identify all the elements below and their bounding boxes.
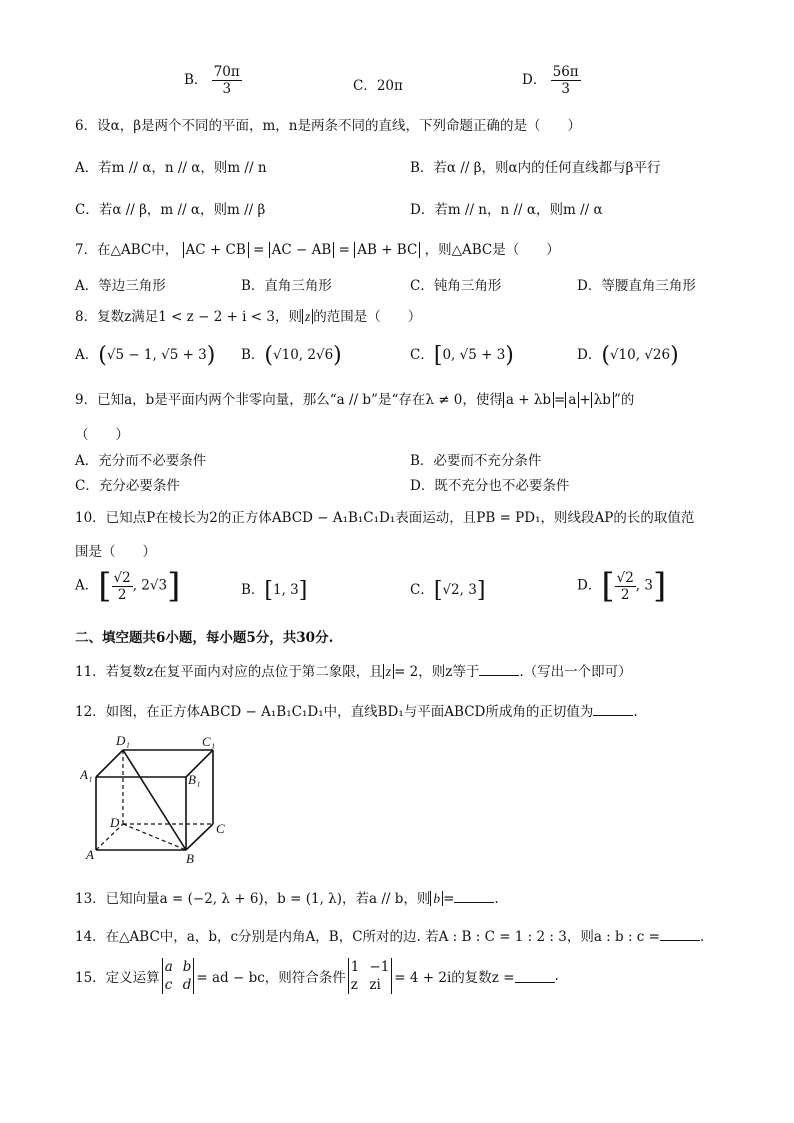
- q13-post: =: [443, 891, 455, 907]
- answer-blank: [593, 703, 633, 716]
- q7-option-a: A．等边三角形: [75, 278, 166, 294]
- vertex-label-d1: D₁: [116, 733, 130, 748]
- vector-norm: AB + BC: [354, 242, 420, 258]
- q12-post: .: [633, 704, 638, 720]
- q13-end: .: [494, 891, 499, 907]
- vector-norm: AC + CB: [183, 242, 249, 258]
- option-label: C．: [410, 582, 434, 598]
- matrix-entry: a: [164, 959, 173, 975]
- hidden-edge-d-b: [123, 824, 186, 850]
- denominator: 2: [117, 586, 127, 603]
- matrix-entry: zi: [369, 977, 381, 993]
- matrix-entry: z: [350, 977, 358, 993]
- q8-stem: [75, 305, 421, 325]
- matrix-entry: b: [182, 959, 192, 975]
- q5-option-d: [522, 64, 581, 97]
- numerator: √2: [113, 569, 131, 586]
- vector-norm: AC − AB: [269, 242, 335, 258]
- fraction: [615, 570, 636, 603]
- abs-z: z: [302, 309, 313, 324]
- q9-stem: [75, 388, 634, 408]
- option-label: C．: [410, 347, 434, 363]
- option-label: D．: [577, 347, 602, 363]
- q6-option-a: A．若m // α，n // α，则m // n: [75, 160, 267, 176]
- q11-mid: = 2，则z等于: [394, 664, 480, 680]
- matrix-entry: 1: [350, 959, 360, 975]
- plus-sign: +: [579, 392, 591, 408]
- q14-end: .: [699, 929, 705, 945]
- q10-stem-line1: 10．已知点P在棱长为2的正方体ABCD − A₁B₁C₁D₁表面运动，且PB = PD₁，则线段AP的长的取值范: [75, 510, 695, 526]
- q14: [75, 925, 704, 945]
- interval: √5 − 1, √5 + 3: [106, 347, 207, 363]
- q8-option-a: A．(√5 − 1, √5 + 3): [75, 343, 216, 368]
- q15-pre: 15．定义运算: [75, 970, 160, 986]
- q6-option-b: B．若α // β，则α内的任何直线都与β平行: [410, 160, 661, 176]
- q9-option-b: B．必要而不充分条件: [410, 453, 542, 469]
- matrix-entry: −1: [369, 959, 390, 975]
- matrix-entry: d: [182, 977, 192, 993]
- q9-option-c: C．充分必要条件: [75, 478, 180, 494]
- q8-option-d: D．(√10, √26): [577, 343, 679, 368]
- edge-a1-d1: [96, 750, 123, 777]
- q15-end: .: [554, 968, 559, 984]
- q9-paren: （ ）: [75, 427, 129, 443]
- equals-sign: =: [338, 242, 350, 258]
- vertex-label-a: A: [86, 847, 94, 862]
- equals-sign: =: [554, 392, 566, 408]
- q7-prefix: 7．在△ABC中，: [75, 242, 179, 258]
- q5-option-c: C．20π: [353, 78, 403, 94]
- determinant-definition: [162, 958, 195, 994]
- diagonal-bd1: [123, 750, 186, 850]
- interval: √10, 2√6: [273, 347, 334, 363]
- q9-stem-pre: 9．已知a，b是平面内两个非零向量，那么“a // b”是“存在λ ≠ 0，使得: [75, 392, 503, 408]
- numerator: √2: [616, 569, 634, 586]
- q7-option-d: D．等腰直角三角形: [577, 278, 696, 294]
- q13-pre: 13．已知向量a = (−2, λ + 6)，b = (1, λ)，若a // b，则: [75, 891, 431, 907]
- interval: 1, 3: [273, 582, 299, 598]
- answer-blank: [660, 928, 700, 941]
- q8-stem-post: 的范围是（ ）: [313, 309, 422, 325]
- numerator: 56π: [552, 64, 579, 80]
- q10-stem-line2: 围是（ ）: [75, 544, 156, 560]
- q7-option-b: B．直角三角形: [241, 278, 332, 294]
- q15: [75, 958, 559, 994]
- vertex-label-b: B: [186, 851, 194, 866]
- q14-pre: 14．在△ABC中，a，b，c分别是内角A，B，C所对的边. 若A : B : C = 1 : 2 : 3，则a : b : c =: [75, 929, 660, 945]
- fraction: [112, 570, 133, 603]
- q15-mid: = ad − bc，则符合条件: [196, 970, 346, 986]
- option-label: B．: [241, 582, 265, 598]
- q5-option-b: [184, 64, 242, 97]
- interval-tail: , 3: [635, 577, 653, 594]
- section-heading: 二、填空题共6小题，每小题5分，共30分.: [75, 630, 334, 646]
- vertex-label-b1: B₁: [188, 772, 201, 787]
- q7-suffix: ，则△ABC是（ ）: [424, 242, 560, 258]
- vector-norm: a + λb: [503, 392, 554, 408]
- q7-option-c: C．钝角三角形: [410, 278, 502, 294]
- q10-option-b: B．[1, 3]: [241, 578, 308, 603]
- option-label: D．: [577, 577, 602, 594]
- q8-option-c: C．[0, √5 + 3): [410, 343, 514, 368]
- edge-b-c: [186, 824, 213, 850]
- q6-stem: 6．设α，β是两个不同的平面，m，n是两条不同的直线，下列命题正确的是（ ）: [75, 118, 582, 134]
- option-label: D．: [522, 72, 547, 88]
- vector-norm: b: [430, 891, 443, 906]
- option-label: A．: [75, 577, 99, 594]
- q6-option-c: C．若α // β，m // α，则m // β: [75, 202, 266, 218]
- cube-figure: [80, 732, 240, 867]
- matrix-entry: c: [164, 977, 173, 993]
- q7-stem: [75, 238, 560, 258]
- q12: [75, 700, 638, 720]
- q10-option-c: C．[√2, 3]: [410, 578, 486, 603]
- q13: [75, 887, 499, 907]
- vertex-label-d: D: [110, 815, 120, 830]
- denominator: 2: [620, 586, 630, 603]
- vertex-label-a1: A₁: [80, 767, 93, 782]
- abs-z: z: [383, 664, 394, 679]
- vector-norm: λb: [591, 392, 614, 408]
- interval: 0, √5 + 3: [442, 347, 506, 363]
- q15-post: = 4 + 2i的复数z =: [394, 970, 515, 986]
- q6-option-d: D．若m // n，n // α，则m // α: [410, 202, 603, 218]
- q11-pre: 11．若复数z在复平面内对应的点位于第二象限，且: [75, 664, 383, 680]
- answer-blank: [454, 890, 494, 903]
- option-label: A．: [75, 347, 99, 363]
- q10-option-d: D．[ $\frac{√2}{2}$ , 3]: [577, 566, 667, 606]
- q11-post: .（写出一个即可）: [519, 664, 632, 680]
- q12-pre: 12．如图，在正方体ABCD − A₁B₁C₁D₁中，直线BD₁与平面ABCD所成角的正切值为: [75, 704, 594, 720]
- interval: √10, √26: [609, 347, 671, 363]
- vertex-label-c: C: [216, 821, 225, 836]
- option-label: B．: [184, 72, 208, 88]
- answer-blank: [515, 970, 555, 983]
- answer-blank: [479, 663, 519, 676]
- q11: [75, 660, 632, 680]
- equals-sign: =: [253, 242, 265, 258]
- option-label: B．: [241, 347, 265, 363]
- interval-tail: , 2√3: [132, 577, 168, 594]
- denominator: 3: [561, 81, 570, 97]
- q9-option-a: A．充分而不必要条件: [75, 453, 207, 469]
- interval: √2, 3: [442, 582, 477, 598]
- vertex-label-c1: C₁: [202, 734, 216, 749]
- denominator: 3: [222, 81, 232, 97]
- fraction: [212, 64, 242, 97]
- determinant-condition: [348, 958, 393, 994]
- q9-option-d: D．既不充分也不必要条件: [410, 478, 570, 494]
- q9-stem-post: ”的: [613, 392, 635, 408]
- q8-option-b: B．(√10, 2√6): [241, 343, 342, 368]
- q8-stem-pre: 8．复数z满足1 < z − 2 + i < 3，则: [75, 309, 302, 325]
- fraction: [551, 64, 581, 97]
- q10-option-a: A．[ $\frac{√2}{2}$ , 2√3]: [75, 566, 181, 606]
- numerator: 70π: [213, 64, 240, 80]
- vector-norm: a: [565, 392, 579, 408]
